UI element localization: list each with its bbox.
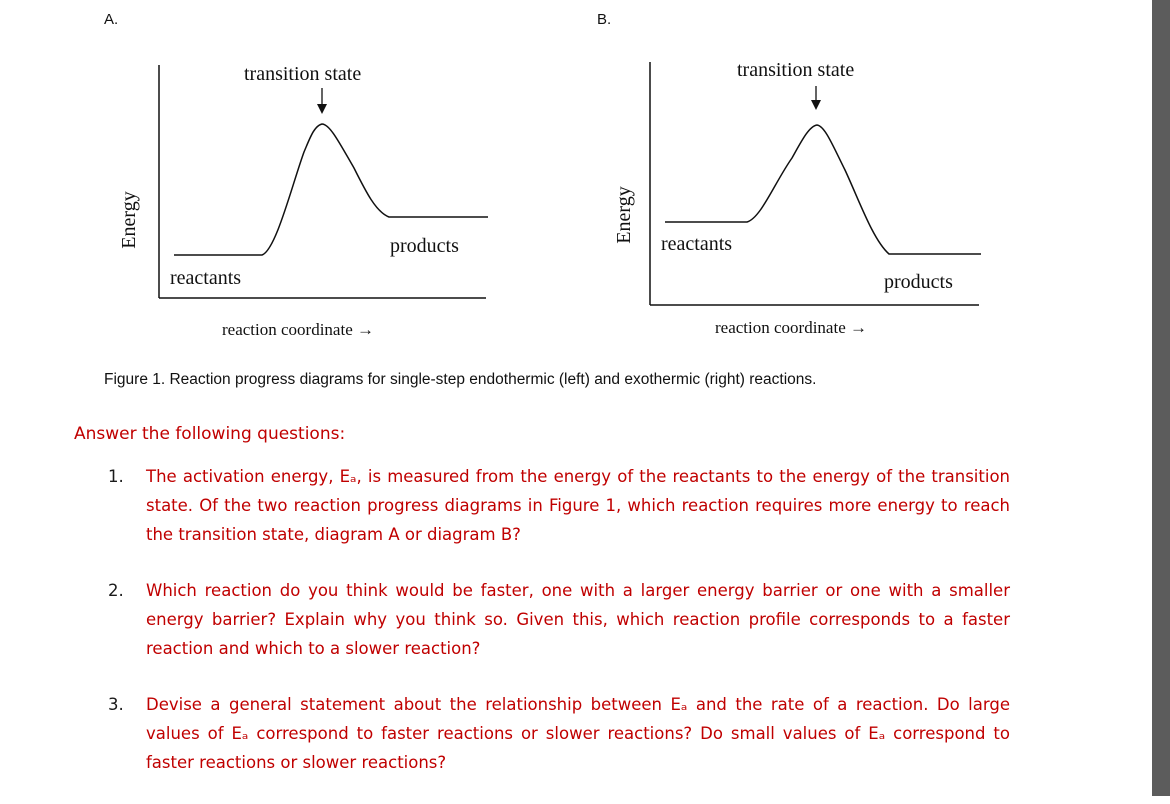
diagram-a-label: A.	[104, 11, 119, 28]
question-item	[108, 462, 1010, 549]
down-arrow-icon	[811, 86, 821, 110]
down-arrow-icon	[317, 88, 327, 114]
diagram-a	[104, 40, 524, 350]
y-axis-label: Energy	[613, 186, 635, 244]
diagram-b-svg	[597, 40, 1017, 350]
figure-caption: Figure 1. Reaction progress diagrams for single-step endothermic (left) and exothermic (right) reactions.	[104, 371, 817, 388]
reactants-label: reactants	[170, 267, 242, 289]
transition-state-label: transition state	[244, 63, 362, 85]
vertical-scrollbar[interactable]	[1152, 0, 1170, 796]
products-label: products	[390, 235, 459, 257]
products-label: products	[884, 271, 953, 293]
x-axis-label: reaction coordinate →	[715, 318, 867, 337]
transition-state-label: transition state	[737, 59, 855, 81]
x-axis-label: reaction coordinate →	[222, 320, 374, 339]
diagram-b	[597, 40, 1017, 350]
question-item	[108, 690, 1010, 777]
question-number: 3.	[108, 695, 124, 714]
diagram-b-label: B.	[597, 11, 612, 28]
instructions-heading: Answer the following questions:	[74, 424, 346, 444]
question-list	[108, 462, 1010, 804]
question-text: Which reaction do you think would be faster, one with a larger energy barrier or one with a smaller energy barrier? Explain why you think so. Given this, which reaction profile corresponds to a faster reaction and which to a slower reaction?	[146, 581, 1010, 658]
diagram-a-svg	[104, 40, 524, 350]
question-number: 1.	[108, 467, 124, 486]
y-axis-label: Energy	[118, 191, 140, 249]
question-number: 2.	[108, 581, 124, 600]
question-item	[108, 576, 1010, 663]
question-text: The activation energy, Eₐ, is measured from the energy of the reactants to the energy of the transition state. Of the two reaction progress diagrams in Figure 1, which reaction requires more energy to reach the transition state, diagram A or diagram B?	[146, 467, 1010, 544]
question-text: Devise a general statement about the relationship between Eₐ and the rate of a reaction. Do large values of Eₐ correspond to faster reactions or slower reactions? Do small values of Eₐ correspond to faster reactions or slower reactions?	[146, 695, 1010, 772]
reactants-label: reactants	[661, 233, 733, 255]
